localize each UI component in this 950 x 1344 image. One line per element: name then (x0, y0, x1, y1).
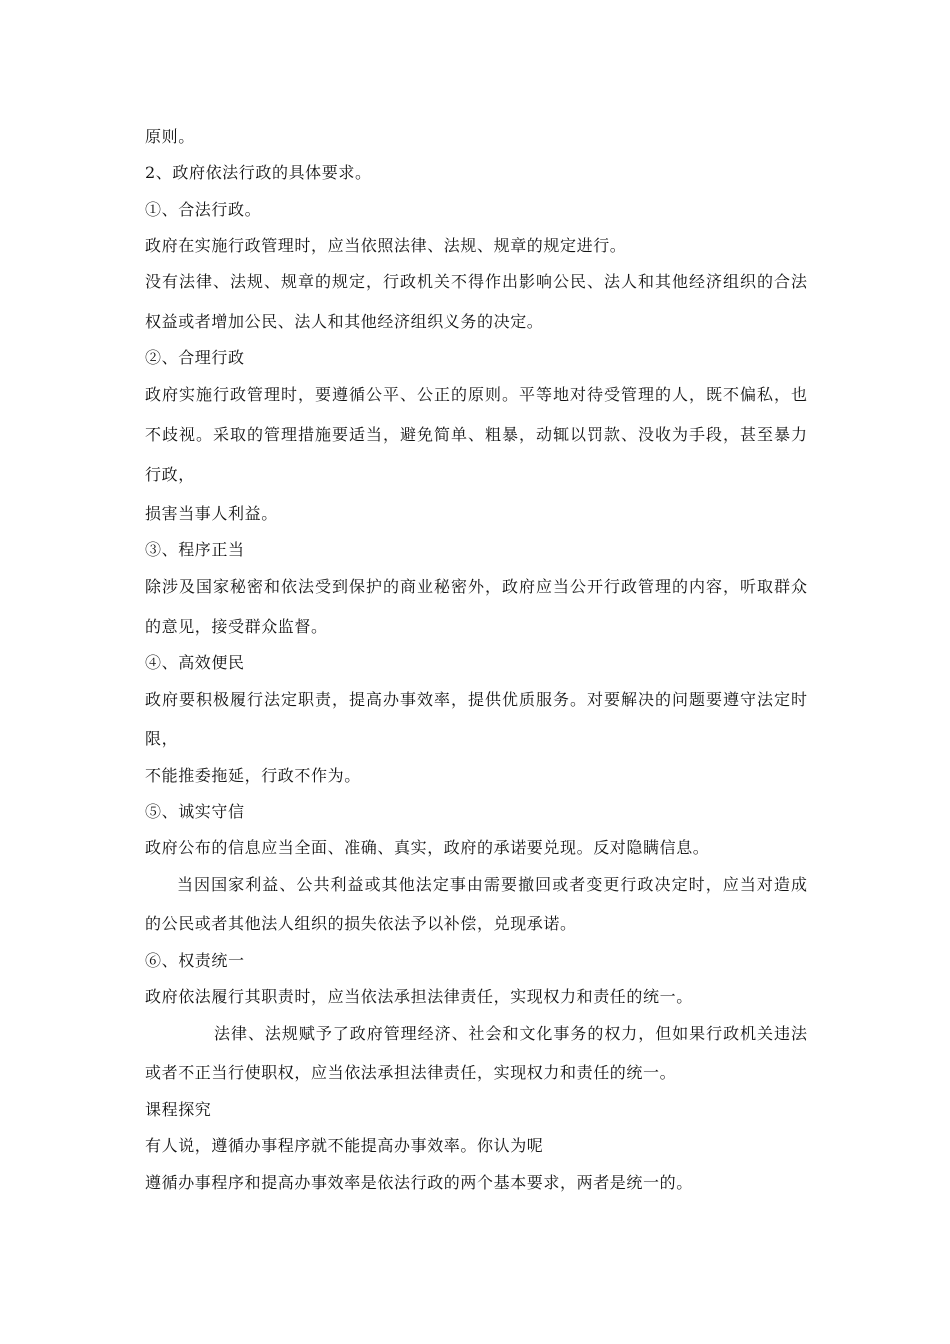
text-line: 除涉及国家秘密和依法受到保护的商业秘密外，政府应当公开行政管理的内容，听取群众 (145, 577, 807, 596)
text-line: 政府实施行政管理时，要遵循公平、公正的原则。平等地对待受管理的人，既不偏私，也 (145, 385, 807, 404)
section-heading: 2、政府依法行政的具体要求。 (145, 163, 372, 182)
text-line: 没有法律、法规、规章的规定，行政机关不得作出影响公民、法人和其他经济组织的合法 (145, 272, 807, 291)
text-line: 的意见，接受群众监督。 (145, 617, 328, 636)
text-line: 行政， (145, 465, 195, 484)
subheading-legal-administration: ①、合法行政。 (145, 200, 262, 219)
text-line: 的公民或者其他法人组织的损失依法予以补偿，兑现承诺。 (145, 914, 577, 933)
subheading-reasonable-administration: ②、合理行政 (145, 348, 245, 367)
indented-paragraph: 当因国家利益、公共利益或其他法定事由需要撤回或者变更行政决定时，应当对造成 (177, 875, 807, 894)
text-line: 政府依法履行其职责时，应当依法承担法律责任，实现权力和责任的统一。 (145, 987, 693, 1006)
text-line: 不能推委拖延，行政不作为。 (145, 766, 361, 785)
text-line: 政府要积极履行法定职责，提高办事效率，提供优质服务。对要解决的问题要遵守法定时 (145, 690, 807, 709)
text-line: 政府在实施行政管理时，应当依照法律、法规、规章的规定进行。 (145, 236, 627, 255)
subheading-power-responsibility: ⑥、权责统一 (145, 951, 245, 970)
subheading-good-faith: ⑤、诚实守信 (145, 802, 245, 821)
text-line: 有人说，遵循办事程序就不能提高办事效率。你认为呢 (145, 1136, 544, 1155)
text-line: 政府公布的信息应当全面、准确、真实，政府的承诺要兑现。反对隐瞒信息。 (145, 838, 710, 857)
text-line: 遵循办事程序和提高办事效率是依法行政的两个基本要求，两者是统一的。 (145, 1173, 693, 1192)
subheading-due-process: ③、程序正当 (145, 540, 245, 559)
text-line: 不歧视。采取的管理措施要适当，避免简单、粗暴，动辄以罚款、没收为手段，甚至暴力 (145, 425, 807, 444)
text-line: 原则。 (145, 127, 195, 146)
indented-paragraph: 法律、法规赋予了政府管理经济、社会和文化事务的权力，但如果行政机关违法 (214, 1024, 807, 1043)
subheading-efficiency: ④、高效便民 (145, 653, 245, 672)
text-line: 限， (145, 729, 179, 748)
text-line: 权益或者增加公民、法人和其他经济组织义务的决定。 (145, 312, 544, 331)
subheading-course-inquiry: 课程探究 (145, 1100, 212, 1119)
text-line: 损害当事人利益。 (145, 504, 278, 523)
text-line: 或者不正当行使职权，应当依法承担法律责任，实现权力和责任的统一。 (145, 1063, 677, 1082)
